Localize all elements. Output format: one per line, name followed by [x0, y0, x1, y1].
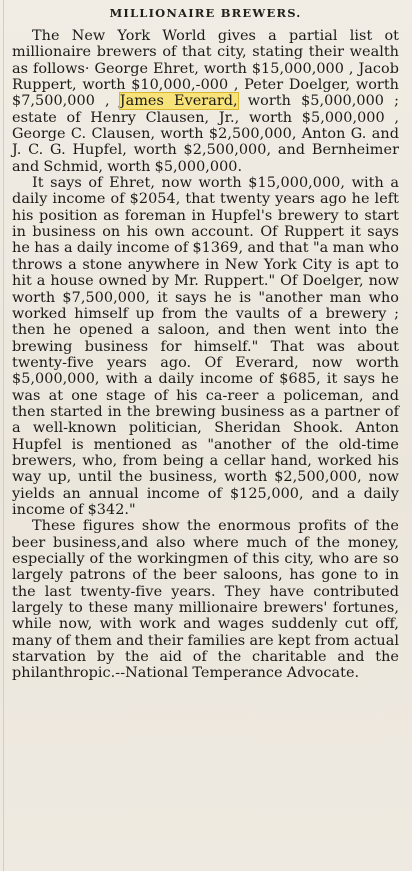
paragraph-1-text-before: The New York World gives a partial list ot millionaire brewers of that city, stating their wealth as follows· George Ehret, worth $15,000,000 , Jacob Ruppert, worth $10,000,-000 , Peter Doelger, worth $7,500,000 , — [12, 28, 399, 110]
column-rule — [3, 0, 4, 871]
article-headline: MILLIONAIRE BREWERS. — [109, 6, 302, 20]
highlighted-name-james-everard: James Everard, — [119, 93, 238, 110]
paragraph-1-text-after: worth $5,000,000 ; estate of Henry Clausen, Jr., worth $5,000,000 , George C. Clausen, worth $2,500,000, Anton G. and J. C. G. Hupfel, worth $2,500,000, and Bernheimer and Schmid, worth $5,000,000. — [12, 93, 399, 175]
paragraph-conclusion: These figures show the enormous profits of the beer business,and also where much of the money, especially of the workingmen of this city, who are so largely patrons of the beer saloons, has gone to in the last twenty-five years. They have contributed largely to these many millionaire brewers' fortunes, while now, with work and wages suddenly cut off, many of them and their families are kept from actual starvation by the aid of the charitable and the philanthropic.--National Temperance Advocate. — [12, 518, 399, 682]
paragraph-wealth-list — [12, 28, 399, 175]
paragraph-brewer-profiles: It says of Ehret, now worth $15,000,000, with a daily income of $2054, that twenty years ago he left his position as foreman in Hupfel's brewery to start in business on his own account. Of Ruppert it says he has a daily income of $1369, and that "a man who throws a stone anywhere in New York City is apt to hit a house owned by Mr. Ruppert." Of Doelger, now worth $7,500,000, it says he is "another man who worked himself up from the vaults of a brewery ; then he opened a saloon, and then went into the brewing business for himself." That was about twenty-five years ago. Of Everard, now worth $5,000,000, with a daily income of $685, it says he was at one stage of his ca-reer a policeman, and then started in the brewing business as a partner of a well-known politician, Sheridan Shook. Anton Hupfel is mentioned as "another of the old-time brewers, who, from being a cellar hand, worked his way up, until the business, worth $2,500,000, now yields an annual income of $125,000, and a daily income of $342." — [12, 175, 399, 518]
